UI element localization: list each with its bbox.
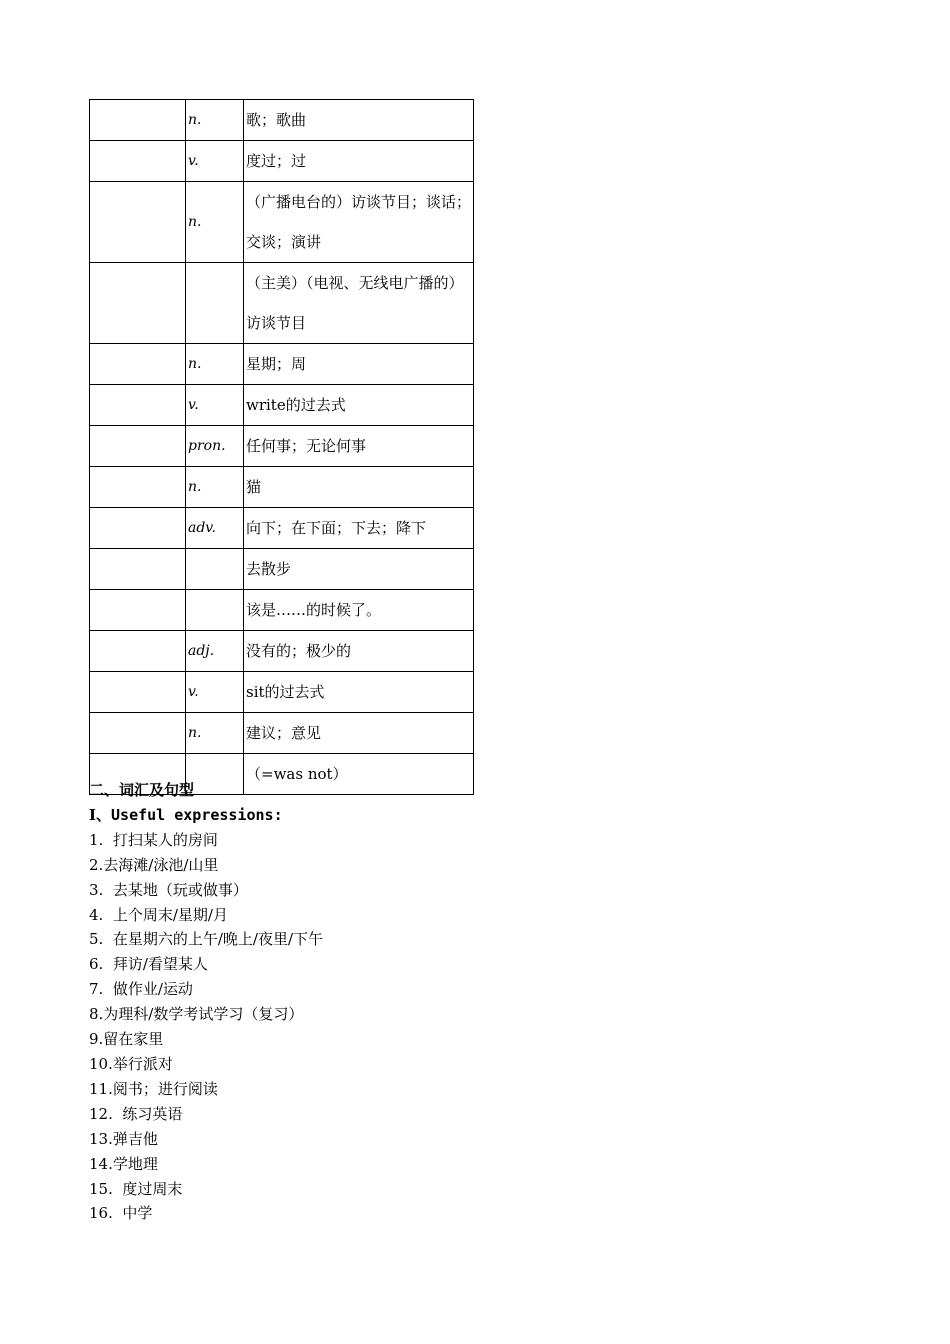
word-cell	[90, 100, 186, 141]
meaning-cell: 度过；过	[244, 141, 474, 182]
table-row	[90, 344, 474, 385]
word-cell	[90, 141, 186, 182]
word-cell	[90, 467, 186, 508]
table-row	[90, 713, 474, 754]
part-of-speech-cell	[186, 590, 244, 631]
expression-item: 16. 中学	[89, 1204, 153, 1223]
expression-item: 4. 上个周末/星期/月	[89, 905, 228, 924]
table-row	[90, 100, 474, 141]
part-of-speech-cell: adj.	[186, 631, 244, 672]
meaning-cell: 去散步	[244, 549, 474, 590]
expression-item: 3. 去某地（玩或做事）	[89, 880, 248, 899]
part-of-speech-cell: n.	[186, 344, 244, 385]
meaning-cell: 猫	[244, 467, 474, 508]
word-cell	[90, 590, 186, 631]
part-of-speech-cell	[186, 549, 244, 590]
word-cell	[90, 385, 186, 426]
part-of-speech-cell: n.	[186, 713, 244, 754]
part-of-speech-cell: pron.	[186, 426, 244, 467]
part-of-speech-cell: n.	[186, 182, 244, 263]
expression-item: 13.弹吉他	[89, 1129, 158, 1148]
expression-item: 8.为理科/数学考试学习（复习）	[89, 1005, 304, 1024]
word-cell	[90, 713, 186, 754]
word-cell	[90, 263, 186, 344]
subheading-text: Useful expressions:	[111, 805, 283, 824]
section-subheading	[89, 803, 689, 828]
section-heading: 二、词汇及句型	[89, 781, 195, 799]
part-of-speech-cell: v.	[186, 141, 244, 182]
table-row	[90, 426, 474, 467]
part-of-speech-cell: v.	[186, 672, 244, 713]
word-cell	[90, 508, 186, 549]
table-row	[90, 467, 474, 508]
word-cell	[90, 426, 186, 467]
meaning-cell: （主美）（电视、无线电广播的）访谈节目	[244, 263, 474, 344]
expression-item: 11.阅书；进行阅读	[89, 1079, 218, 1098]
expression-item: 1. 打扫某人的房间	[89, 830, 218, 849]
expression-item: 14.学地理	[89, 1154, 158, 1173]
meaning-cell: 该是……的时候了。	[244, 590, 474, 631]
vocabulary-table-body	[90, 100, 474, 795]
part-of-speech-cell: adv.	[186, 508, 244, 549]
meaning-cell: 星期；周	[244, 344, 474, 385]
table-row	[90, 182, 474, 263]
meaning-cell: 歌；歌曲	[244, 100, 474, 141]
vocabulary-table	[89, 99, 474, 795]
table-row	[90, 508, 474, 549]
expression-item: 5. 在星期六的上午/晚上/夜里/下午	[89, 930, 324, 949]
word-cell	[90, 344, 186, 385]
meaning-cell: 建议；意见	[244, 713, 474, 754]
expression-item: 15. 度过周末	[89, 1179, 183, 1198]
part-of-speech-cell: n.	[186, 100, 244, 141]
expression-item: 9.留在家里	[89, 1030, 164, 1049]
word-cell	[90, 549, 186, 590]
table-row	[90, 141, 474, 182]
word-cell	[90, 672, 186, 713]
meaning-cell: 没有的；极少的	[244, 631, 474, 672]
meaning-cell: write的过去式	[244, 385, 474, 426]
part-of-speech-cell	[186, 263, 244, 344]
part-of-speech-cell: n.	[186, 467, 244, 508]
meaning-cell: 任何事；无论何事	[244, 426, 474, 467]
table-row	[90, 549, 474, 590]
expression-item: 7. 做作业/运动	[89, 980, 193, 999]
table-row	[90, 385, 474, 426]
expression-item: 2.去海滩/泳池/山里	[89, 855, 219, 874]
meaning-cell: （=was not）	[244, 754, 474, 795]
expression-item: 10.举行派对	[89, 1054, 173, 1073]
expression-item: 12. 练习英语	[89, 1104, 183, 1123]
expression-item: 6. 拜访/看望某人	[89, 955, 208, 974]
word-cell	[90, 182, 186, 263]
table-row	[90, 672, 474, 713]
table-row	[90, 263, 474, 344]
meaning-cell: sit的过去式	[244, 672, 474, 713]
vocabulary-section	[89, 778, 689, 1226]
subheading-prefix: Ⅰ、	[89, 805, 112, 824]
word-cell	[90, 631, 186, 672]
table-row	[90, 590, 474, 631]
table-row	[90, 631, 474, 672]
expression-list	[89, 828, 689, 1227]
part-of-speech-cell: v.	[186, 385, 244, 426]
meaning-cell: 向下；在下面；下去；降下	[244, 508, 474, 549]
meaning-cell: （广播电台的）访谈节目；谈话；交谈；演讲	[244, 182, 474, 263]
